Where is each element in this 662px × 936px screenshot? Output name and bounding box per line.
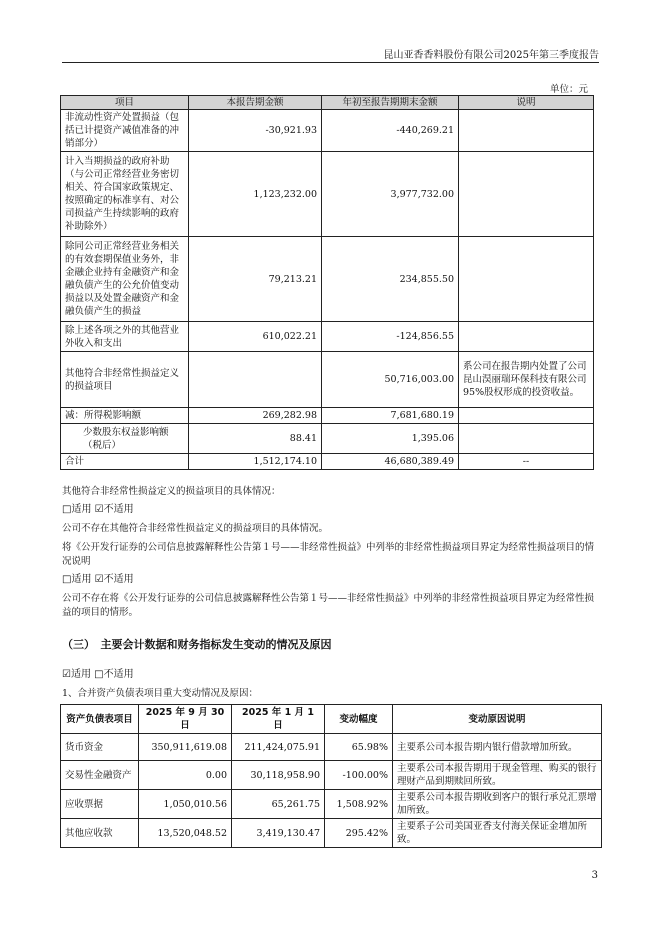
- row-item: 除上述各项之外的其他营业外收入和支出: [61, 322, 189, 352]
- applicability-checkbox-1: □适用 ☑不适用: [62, 504, 134, 515]
- ytd-amount: 7,681,680.19: [322, 408, 459, 424]
- table-row: [61, 454, 594, 470]
- row-item: 其他符合非经常性损益定义的损益项目: [61, 352, 189, 408]
- table-row: [61, 322, 594, 352]
- current-amount: 610,022.21: [189, 322, 322, 352]
- row-item: 交易性金融资产: [61, 761, 139, 790]
- row-item: 应收票据: [61, 790, 139, 819]
- balance-sheet-changes-heading: 1、合并资产负债表项目重大变动情况及原因：: [62, 688, 259, 699]
- current-amount: 1,512,174.10: [189, 454, 322, 470]
- row-item: 货币资金: [61, 734, 139, 761]
- table-row: [61, 237, 594, 322]
- unit-label: 单位：元: [549, 84, 588, 95]
- current-amount: -30,921.93: [189, 110, 322, 152]
- col-header-item: 项目: [61, 96, 189, 110]
- ytd-amount: 1,395.06: [322, 424, 459, 454]
- header-divider: [62, 62, 599, 63]
- ytd-amount: -440,269.21: [322, 110, 459, 152]
- page-number: 3: [591, 870, 598, 881]
- sep30-amount: 1,050,010.56: [139, 790, 232, 819]
- reclassification-intro: 将《公开发行证券的公司信息披露解释性公告第１号——非经常性损益》中列举的非经常性损益项目界定为经常性损益项目的情况说明: [62, 542, 595, 567]
- ytd-amount: 46,680,389.49: [322, 454, 459, 470]
- row-item: 计入当期损益的政府补助（与公司正常经营业务密切相关、符合国家政策规定、按照确定的标准享有、对公司损益产生持续影响的政府补助除外）: [61, 152, 189, 237]
- table-row: [61, 790, 602, 819]
- row-note: --: [459, 454, 594, 470]
- col-header-note: 说明: [459, 96, 594, 110]
- row-item: 非流动性资产处置损益（包括已计提资产减值准备的冲销部分）: [61, 110, 189, 152]
- col-header-change: 变动幅度: [325, 705, 393, 734]
- table-row: [61, 352, 594, 408]
- change-reason: 主要系公司本报告期用于现金管理、购买的银行理财产品到期赎回所致。: [393, 761, 602, 790]
- col-header-jan1: 2025 年 1 月 1 日: [232, 705, 325, 734]
- ytd-amount: 50,716,003.00: [322, 352, 459, 408]
- table-row: [61, 734, 602, 761]
- change-reason: 主要系公司本报告期内银行借款增加所致。: [393, 734, 602, 761]
- report-header: 昆山亚香香料股份有限公司2025年第三季度报告: [383, 50, 599, 61]
- table-row: [61, 110, 594, 152]
- current-amount: 1,123,232.00: [189, 152, 322, 237]
- change-reason: 主要系子公司美国亚香支付海关保证金增加所致。: [393, 819, 602, 848]
- current-amount: 79,213.21: [189, 237, 322, 322]
- table-row: [61, 819, 602, 848]
- row-note: [459, 424, 594, 454]
- change-rate: 1,508.92%: [325, 790, 393, 819]
- table-row: [61, 424, 594, 454]
- change-rate: 65.98%: [325, 734, 393, 761]
- table-row: [61, 408, 594, 424]
- current-amount: [189, 352, 322, 408]
- other-items-statement: 公司不存在其他符合非经常性损益定义的损益项目的具体情况。: [62, 523, 329, 534]
- balance-sheet-changes-table: [60, 704, 602, 848]
- ytd-amount: 3,977,732.00: [322, 152, 459, 237]
- col-header-item: 资产负债表项目: [61, 705, 139, 734]
- other-items-intro: 其他符合非经常性损益定义的损益项目的具体情况：: [62, 486, 281, 497]
- section-title: （三） 主要会计数据和财务指标发生变动的情况及原因: [62, 638, 332, 651]
- jan1-amount: 65,261.75: [232, 790, 325, 819]
- row-note: [459, 408, 594, 424]
- row-item: 减：所得税影响额: [61, 408, 189, 424]
- col-header-sep30: 2025 年 9 月 30 日: [139, 705, 232, 734]
- row-note: [459, 322, 594, 352]
- row-item: 少数股东权益影响额（税后）: [61, 424, 189, 454]
- change-rate: 295.42%: [325, 819, 393, 848]
- ytd-amount: -124,856.55: [322, 322, 459, 352]
- row-note: [459, 237, 594, 322]
- non-recurring-gains-table: [60, 95, 594, 470]
- jan1-amount: 3,419,130.47: [232, 819, 325, 848]
- row-item: 除同公司正常经营业务相关的有效套期保值业务外，非金融企业持有金融资产和金融负债产生的公允价值变动损益以及处置金融资产和金融负债产生的损益: [61, 237, 189, 322]
- applicability-checkbox-3: ☑适用 □不适用: [62, 669, 134, 680]
- row-item: 其他应收款: [61, 819, 139, 848]
- row-note: [459, 152, 594, 237]
- row-note: [459, 110, 594, 152]
- reclassification-statement: 公司不存在将《公开发行证券的公司信息披露解释性公告第１号——非经常性损益》中列举的非经常性损益项目界定为经常性损益的项目的情形。: [62, 593, 595, 618]
- change-reason: 主要系公司本报告期收到客户的银行承兑汇票增加所致。: [393, 790, 602, 819]
- sep30-amount: 0.00: [139, 761, 232, 790]
- current-amount: 269,282.98: [189, 408, 322, 424]
- row-item: 合计: [61, 454, 189, 470]
- table-header-row: [61, 705, 602, 734]
- applicability-checkbox-2: □适用 ☑不适用: [62, 574, 134, 585]
- current-amount: 88.41: [189, 424, 322, 454]
- col-header-reason: 变动原因说明: [393, 705, 602, 734]
- sep30-amount: 13,520,048.52: [139, 819, 232, 848]
- sep30-amount: 350,911,619.08: [139, 734, 232, 761]
- jan1-amount: 30,118,958.90: [232, 761, 325, 790]
- change-rate: -100.00%: [325, 761, 393, 790]
- col-header-current-period: 本报告期金额: [189, 96, 322, 110]
- row-note: 系公司在报告期内处置了公司昆山淏丽瑞环保科技有限公司95%股权形成的投资收益。: [459, 352, 594, 408]
- table-row: [61, 152, 594, 237]
- table-row: [61, 761, 602, 790]
- jan1-amount: 211,424,075.91: [232, 734, 325, 761]
- col-header-ytd: 年初至报告期期末金额: [322, 96, 459, 110]
- ytd-amount: 234,855.50: [322, 237, 459, 322]
- table-header-row: [61, 96, 594, 110]
